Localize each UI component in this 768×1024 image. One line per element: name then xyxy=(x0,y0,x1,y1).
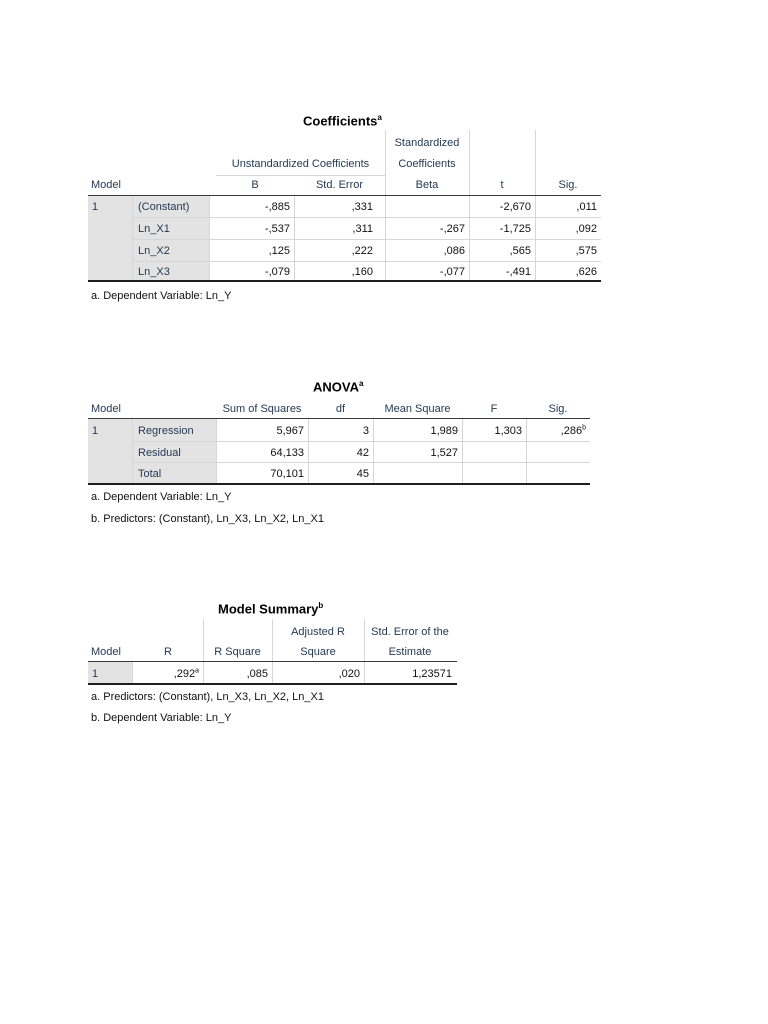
ms-header-se-line2: Estimate xyxy=(388,646,432,658)
ms-row-r-square: ,085 xyxy=(246,668,268,680)
anova-header-ss: Sum of Squares xyxy=(222,403,302,415)
model-summary-title xyxy=(218,601,323,616)
coef-row-t: -2,670 xyxy=(499,201,531,213)
anova-header-sig: Sig. xyxy=(548,403,568,415)
anova-footnote-b: b. Predictors: (Constant), Ln_X3, Ln_X2, Ln_X1 xyxy=(91,513,324,525)
coef-row-se: ,311 xyxy=(352,223,373,235)
coef-row-beta: ,086 xyxy=(443,245,465,257)
coef-row-sig: ,011 xyxy=(576,201,597,213)
coef-row-label: Ln_X3 xyxy=(138,266,170,278)
ms-header-r: R xyxy=(164,646,172,658)
anova-row-sig-sup: b xyxy=(582,424,586,432)
ms-row-r-value: ,292 xyxy=(173,668,196,680)
anova-row-ss: 5,967 xyxy=(276,425,304,437)
coef-row-sig: ,092 xyxy=(575,223,597,235)
ms-row-se: 1,23571 xyxy=(412,668,452,680)
coef-row-se: ,222 xyxy=(351,245,373,257)
coef-model-number: 1 xyxy=(92,201,99,213)
anova-footnote-a: a. Dependent Variable: Ln_Y xyxy=(91,491,232,503)
coef-header-std-line2: Coefficients xyxy=(398,158,456,170)
coef-footnote-a: a. Dependent Variable: Ln_Y xyxy=(91,290,232,302)
coef-row-beta: -,077 xyxy=(439,266,465,278)
ms-row-r xyxy=(133,668,199,680)
anova-row-df: 3 xyxy=(362,425,369,437)
coefficients-title xyxy=(303,113,382,128)
coef-row-se: ,331 xyxy=(351,201,373,213)
coef-row-t: ,565 xyxy=(509,245,531,257)
anova-title-text: ANOVA xyxy=(313,379,359,395)
ms-header-adj-line1: Adjusted R xyxy=(291,626,345,638)
ms-footnote-b: b. Dependent Variable: Ln_Y xyxy=(91,712,232,724)
model-summary-title-text: Model Summary xyxy=(218,601,319,617)
anova-row-df: 45 xyxy=(356,468,369,480)
anova-row-label: Regression xyxy=(138,425,194,437)
anova-row-ss: 70,101 xyxy=(270,468,304,480)
anova-model-number: 1 xyxy=(92,425,99,437)
coef-row-label: Ln_X1 xyxy=(138,223,170,235)
coef-header-std-error: Std. Error xyxy=(315,179,364,191)
coef-header-beta: Beta xyxy=(415,179,439,191)
anova-title-sup: a xyxy=(358,379,364,388)
coef-row-label: Ln_X2 xyxy=(138,245,170,257)
ms-row-r-sup: a xyxy=(195,667,199,675)
coef-row-t: -1,725 xyxy=(499,223,531,235)
model-summary-title-sup: b xyxy=(318,601,324,610)
ms-header-se-line1: Std. Error of the xyxy=(371,626,449,638)
coef-row-b: -,885 xyxy=(264,201,290,213)
anova-header-model: Model xyxy=(91,403,121,415)
coef-header-sig: Sig. xyxy=(558,179,578,191)
coef-row-t: -,491 xyxy=(505,266,531,278)
anova-header-f: F xyxy=(490,403,498,415)
ms-header-model: Model xyxy=(91,646,121,658)
anova-row-ms: 1,989 xyxy=(430,425,458,437)
ms-row-adj: ,020 xyxy=(338,668,360,680)
anova-row-sig-value: ,286 xyxy=(560,425,583,437)
coef-row-b: ,125 xyxy=(268,245,290,257)
coef-header-t: t xyxy=(500,179,504,191)
coef-header-model: Model xyxy=(91,179,121,191)
ms-header-r-square: R Square xyxy=(214,646,261,658)
anova-row-ss: 64,133 xyxy=(270,447,304,459)
coefficients-title-text: Coefficients xyxy=(303,113,378,129)
anova-row-sig xyxy=(526,425,586,437)
anova-row-label: Residual xyxy=(138,447,181,459)
ms-header-adj-line2: Square xyxy=(300,646,336,658)
coef-header-b: B xyxy=(251,179,259,191)
coef-header-unstd: Unstandardized Coefficients xyxy=(231,158,370,170)
anova-header-ms: Mean Square xyxy=(384,403,451,415)
anova-row-label: Total xyxy=(138,468,162,480)
coef-row-beta: -,267 xyxy=(439,223,465,235)
coef-row-label: (Constant) xyxy=(138,201,190,213)
ms-row-model: 1 xyxy=(92,668,99,680)
anova-row-f: 1,303 xyxy=(494,425,522,437)
coefficients-title-sup: a xyxy=(377,113,382,122)
coef-header-std-line1: Standardized xyxy=(394,137,460,149)
coef-row-b: -,537 xyxy=(264,223,290,235)
anova-row-ms: 1,527 xyxy=(430,447,458,459)
anova-title xyxy=(313,379,363,394)
anova-header-df: df xyxy=(335,403,346,415)
coef-row-b: -,079 xyxy=(264,266,290,278)
anova-row-df: 42 xyxy=(356,447,369,459)
coef-row-sig: ,626 xyxy=(575,266,597,278)
coef-row-se: ,160 xyxy=(351,266,373,278)
coef-row-sig: ,575 xyxy=(575,245,597,257)
ms-footnote-a: a. Predictors: (Constant), Ln_X3, Ln_X2, Ln_X1 xyxy=(91,691,324,703)
